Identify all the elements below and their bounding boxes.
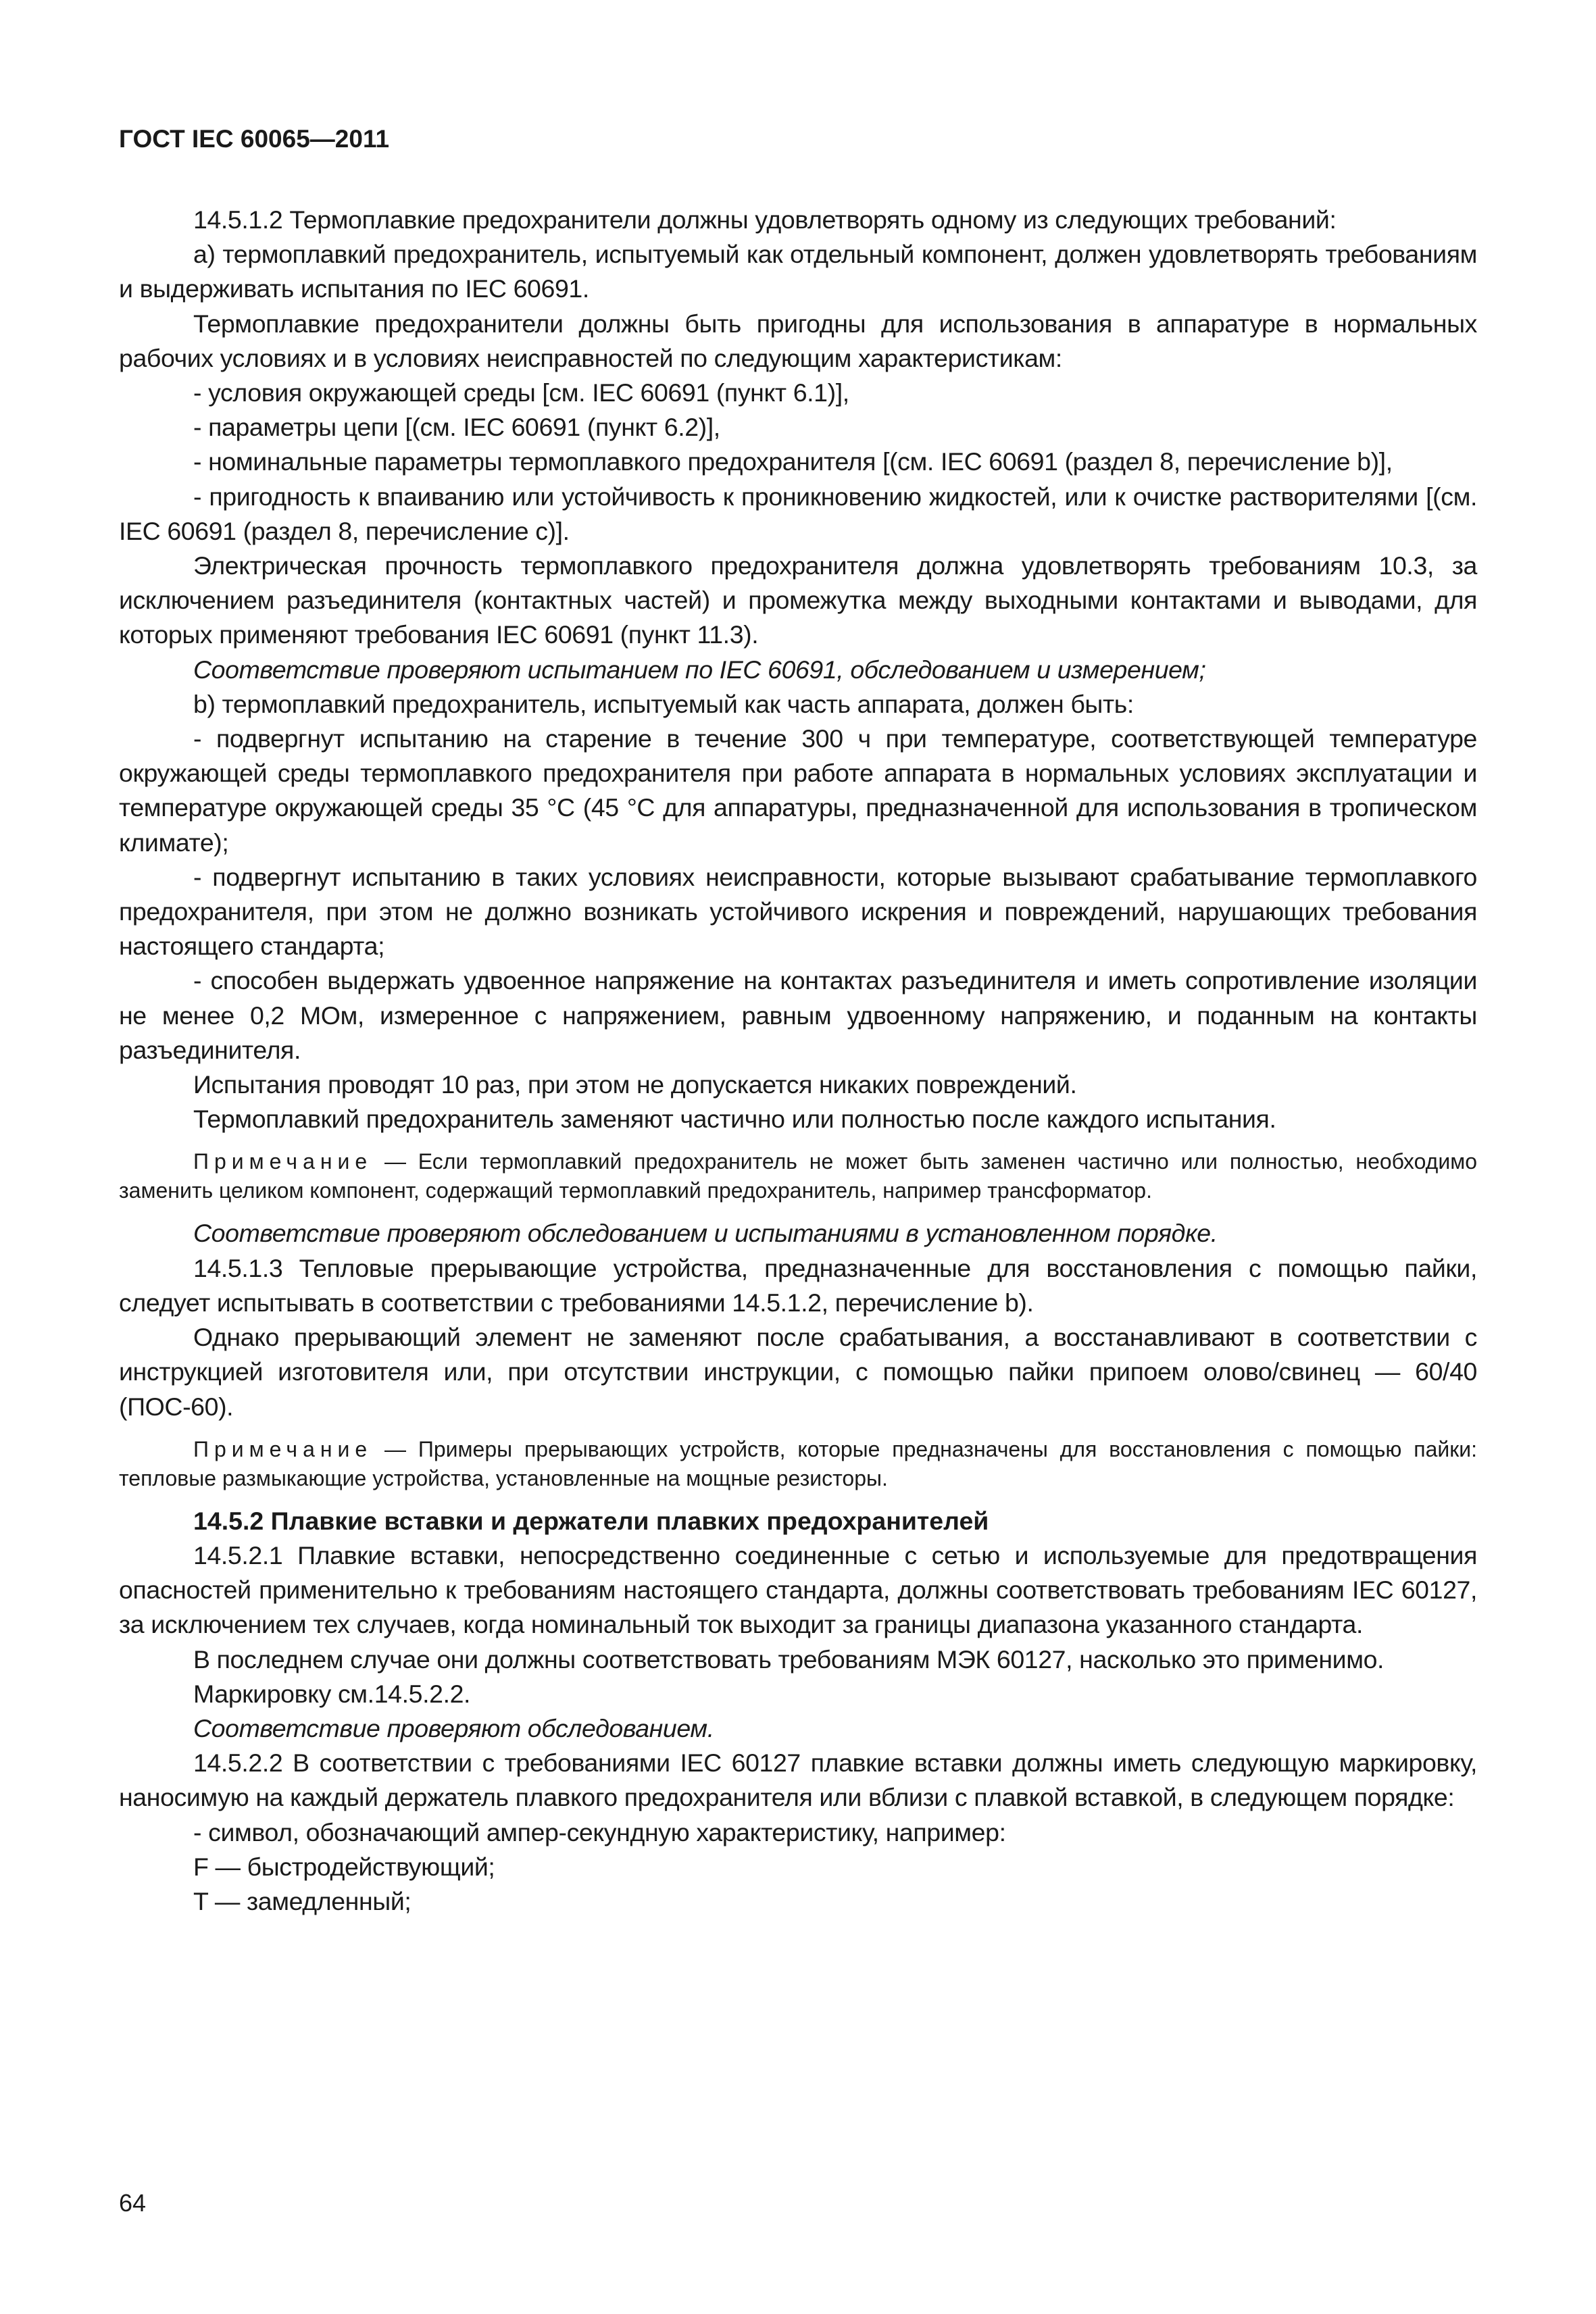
- body-paragraph: Термоплавкий предохранитель заменяют частично или полностью после каждого испытания.: [193, 1105, 1276, 1134]
- note-text: — Примеры прерывающих устройств, которые предназначены для восстановления с помощью пайки: тепловые размыкающие устройства, установленные на мощные резисторы.: [119, 1436, 1477, 1490]
- body-paragraph: 14.5.1.3 Тепловые прерывающие устройства, предназначенные для восстановления с помощью пайки, следует испытывать в соответствии с требованиями 14.5.1.2, перечисление b).: [119, 1253, 1477, 1317]
- body-paragraph: 14.5.2.1 Плавкие вставки, непосредственно соединенные с сетью и используемые для предотвращения опасностей применительно к требованиям настоящего стандарта, должны соответствовать требованиям IEC 60127, за исключением тех случаев, когда номинальный ток выходит за границы диапазона указанного стандарта.: [119, 1540, 1477, 1639]
- body-paragraph: Электрическая прочность термоплавкого предохранителя должна удовлетворять требованиям 10.3, за исключением разъединителя (контактных частей) и промежутка между выходными контактами и выводами, для которых применяют требования IEC 60691 (пункт 11.3).: [119, 551, 1477, 649]
- body-paragraph: - символ, обозначающий ампер-секундную характеристику, например:: [193, 1817, 1006, 1846]
- document-body: [119, 203, 1477, 1919]
- body-paragraph: Маркировку см.14.5.2.2.: [193, 1679, 471, 1708]
- body-paragraph: - пригодность к впаиванию или устойчивость к проникновению жидкостей, или к очистке растворителями [(см. IEC 60691 (раздел 8, перечисление с)].: [119, 482, 1477, 545]
- note-paragraph: [119, 1435, 1477, 1493]
- page-number: 64: [119, 2189, 147, 2217]
- compliance-statement: Соответствие проверяют испытанием по IEC 60691, обследованием и измерением;: [193, 655, 1206, 684]
- note-label: Примечание: [193, 1436, 373, 1461]
- body-paragraph: F — быстродействующий;: [193, 1852, 495, 1881]
- compliance-statement: Соответствие проверяют обследованием.: [193, 1713, 714, 1742]
- body-paragraph: Однако прерывающий элемент не заменяют после срабатывания, а восстанавливают в соответствии с инструкцией изготовителя или, при отсутствии инструкции, с помощью пайки припоем олово/свинец — 60/40 (ПОС-60).: [119, 1323, 1477, 1421]
- body-paragraph: В последнем случае они должны соответствовать требованиям МЭК 60127, насколько это применимо.: [193, 1644, 1385, 1674]
- body-paragraph: 14.5.2.2 В соответствии с требованиями IEC 60127 плавкие вставки должны иметь следующую маркировку, наносимую на каждый держатель плавкого предохранителя или вблизи с плавкой вставкой, в следующем порядке:: [119, 1749, 1477, 1812]
- note-label: Примечание: [193, 1149, 373, 1174]
- body-paragraph: - способен выдержать удвоенное напряжение на контактах разъединителя и иметь сопротивление изоляции не менее 0,2 МОм, измеренное с напряжением, равным удвоенному напряжению, и поданным на контакты разъединителя.: [119, 966, 1477, 1064]
- body-paragraph: а) термоплавкий предохранитель, испытуемый как отдельный компонент, должен удовлетворять требованиям и выдерживать испытания по IEC 60691.: [119, 240, 1477, 303]
- compliance-statement: Соответствие проверяют обследованием и испытаниями в установленном порядке.: [193, 1219, 1218, 1248]
- section-heading: 14.5.2 Плавкие вставки и держатели плавких предохранителей: [193, 1506, 989, 1535]
- body-paragraph: Термоплавкие предохранители должны быть пригодны для использования в аппаратуре в нормальных рабочих условиях и в условиях неисправностей по следующим характеристикам:: [119, 309, 1477, 372]
- body-paragraph: Испытания проводят 10 раз, при этом не допускается никаких повреждений.: [193, 1070, 1077, 1099]
- body-paragraph: - параметры цепи [(см. IEC 60691 (пункт 6.2)],: [193, 413, 720, 442]
- body-paragraph: - условия окружающей среды [см. IEC 60691 (пункт 6.1)],: [193, 378, 849, 407]
- note-paragraph: [119, 1147, 1477, 1205]
- body-paragraph: T — замедленный;: [193, 1886, 412, 1915]
- body-paragraph: - номинальные параметры термоплавкого предохранителя [(см. IEC 60691 (раздел 8, перечисление b)],: [193, 447, 1393, 476]
- note-text: — Если термоплавкий предохранитель не может быть заменен частично или полностью, необходимо заменить целиком компонент, содержащий термоплавкий предохранитель, например трансформатор.: [119, 1149, 1477, 1203]
- body-paragraph: - подвергнут испытанию на старение в течение 300 ч при температуре, соответствующей температуре окружающей среды термоплавкого предохранителя при работе аппарата в нормальных условиях эксплуатации и температуре окружающей среды 35 °С (45 °С для аппаратуры, предназначенной для использования в тропическом климате);: [119, 724, 1477, 857]
- document-header: ГОСТ IEC 60065—2011: [119, 125, 390, 153]
- body-paragraph: 14.5.1.2 Термоплавкие предохранители должны удовлетворять одному из следующих требований:: [193, 205, 1337, 234]
- body-paragraph: b) термоплавкий предохранитель, испытуемый как часть аппарата, должен быть:: [193, 689, 1134, 718]
- body-paragraph: - подвергнут испытанию в таких условиях неисправности, которые вызывают срабатывание термоплавкого предохранителя, при этом не должно возникать устойчивого искрения и повреждений, нарушающих требования настоящего стандарта;: [119, 862, 1477, 961]
